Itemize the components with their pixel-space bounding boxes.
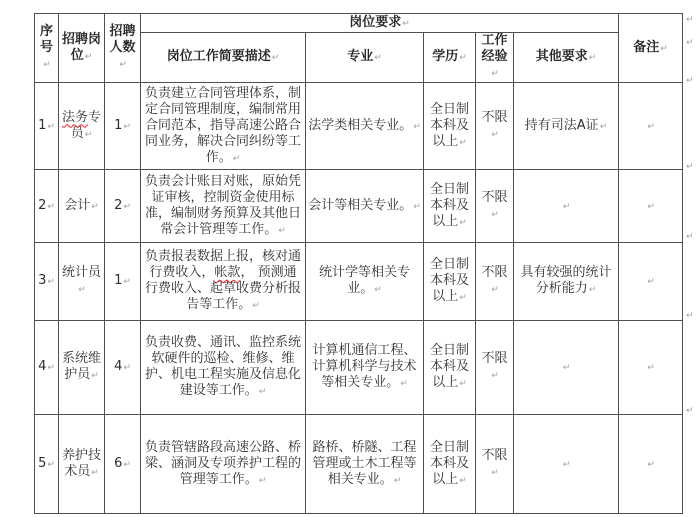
table-row-4 — [35, 321, 683, 415]
headcount-value: 6 — [114, 455, 123, 471]
header-cell-major — [306, 33, 424, 83]
position-value: 会计 — [64, 197, 91, 213]
paragraph-mark: ↵ — [491, 69, 499, 79]
paragraph-mark: ↵ — [47, 459, 55, 470]
header-row-1 — [35, 14, 683, 33]
cell-description — [141, 83, 306, 170]
header-cell-description — [141, 33, 306, 83]
cell-experience — [476, 415, 514, 514]
cell-education — [424, 321, 476, 415]
row-end-mark: ↵ — [686, 311, 694, 321]
paragraph-mark: ↵ — [459, 293, 467, 303]
cell-headcount — [105, 415, 141, 514]
table-row-3 — [35, 243, 683, 321]
experience-value: 不限 — [481, 189, 508, 205]
experience-value: 不限 — [481, 109, 508, 125]
row-end-mark: ↵ — [686, 232, 694, 242]
paragraph-mark: ↵ — [258, 475, 267, 486]
cell-position — [59, 83, 105, 170]
paragraph-mark: ↵ — [491, 285, 499, 295]
paragraph-mark: ↵ — [252, 301, 260, 311]
paragraph-mark: ↵ — [123, 363, 131, 373]
experience-value: 不限 — [481, 447, 508, 463]
paragraph-mark: ↵ — [43, 59, 51, 70]
header-requirements-label: 岗位要求 — [349, 14, 402, 30]
header-description-label: 岗位工作简要描述 — [166, 49, 271, 64]
major-value: 法学类相关专业。 — [308, 117, 413, 133]
header-education-label: 学历 — [432, 49, 459, 64]
paragraph-mark: ↵ — [491, 129, 499, 140]
recruitment-table — [34, 13, 683, 514]
row-end-mark: ↵ — [686, 15, 694, 25]
description-value: 负责建立合同管理体系，制定合同管理制度，编制常用合同范本，指导高速公路合同业务，解决合同纠纷等工作。 — [144, 85, 301, 165]
paragraph-mark: ↵ — [47, 201, 55, 212]
cell-other — [514, 243, 619, 321]
headcount-value: 1 — [114, 273, 123, 288]
cell-other — [514, 415, 619, 514]
headcount-value: 4 — [114, 359, 123, 374]
cell-major — [306, 415, 424, 514]
position-value: 系统维护员 — [61, 351, 101, 382]
description-value: 负责收费、通讯、监控系统软硬件的巡检、维修、维护、机电工程实施及信息化建设等工作。 — [144, 335, 301, 398]
description-value: 负责报表数据上报，核对通行费收入， — [144, 249, 301, 280]
cell-description — [141, 415, 306, 514]
paragraph-mark: ↵ — [459, 217, 467, 228]
header-cell-education — [424, 33, 476, 83]
cell-major — [306, 243, 424, 321]
header-headcount-label: 招聘人数 — [109, 23, 136, 55]
paragraph-mark: ↵ — [47, 277, 55, 287]
paragraph-mark: ↵ — [588, 285, 597, 295]
header-serial-label: 序号 — [39, 23, 53, 55]
cell-experience — [476, 83, 514, 170]
paragraph-mark: ↵ — [562, 363, 571, 373]
paragraph-mark: ↵ — [459, 475, 467, 486]
position-value: 统计员 — [61, 265, 101, 280]
paragraph-mark: ↵ — [402, 18, 410, 29]
cell-major — [306, 321, 424, 415]
experience-value: 不限 — [481, 351, 508, 366]
header-cell-experience — [476, 33, 514, 83]
cell-education — [424, 170, 476, 243]
header-cell-remarks — [619, 14, 683, 83]
position-value: 养护技术员 — [61, 447, 101, 479]
paragraph-mark: ↵ — [647, 121, 655, 132]
header-remarks-label: 备注 — [633, 39, 660, 55]
description-value: 负责会计账目对账，原始凭证审核，控制资金使用标准，编制财务预算及其他日常会计管理等工作。 — [144, 173, 301, 237]
cell-education — [424, 83, 476, 170]
cell-major — [306, 170, 424, 243]
education-value: 全日制本科及以上 — [429, 439, 469, 487]
table-row-5 — [35, 415, 683, 514]
paragraph-mark: ↵ — [491, 467, 499, 478]
paragraph-mark: ↵ — [123, 121, 131, 132]
paragraph-mark: ↵ — [91, 467, 99, 478]
header-cell-requirements-group — [141, 14, 619, 33]
paragraph-mark: ↵ — [562, 459, 571, 470]
paragraph-mark: ↵ — [123, 277, 131, 287]
cell-headcount — [105, 243, 141, 321]
paragraph-mark: ↵ — [374, 285, 382, 295]
paragraph-mark: ↵ — [393, 475, 402, 486]
paragraph-mark: ↵ — [599, 121, 608, 132]
header-position-label: 招聘岗位 — [61, 31, 101, 63]
paragraph-mark: ↵ — [119, 59, 127, 70]
serial-value: 4 — [38, 359, 47, 374]
other-value: 具有较强的统计分析能力 — [520, 265, 612, 296]
paragraph-mark: ↵ — [258, 387, 267, 397]
major-value: 计算机通信工程、计算机科学与技术等相关专业。 — [312, 343, 417, 390]
education-value: 全日制本科及以上 — [429, 181, 469, 229]
cell-remarks — [619, 83, 683, 170]
paragraph-mark: ↵ — [278, 225, 286, 236]
position-value: 专员 — [70, 109, 102, 141]
headcount-value: 2 — [114, 197, 123, 213]
major-value: 路桥、桥隧、工程管理或土木工程等相关专业。 — [312, 439, 417, 487]
cell-serial — [35, 83, 59, 170]
cell-description — [141, 170, 306, 243]
paragraph-mark: ↵ — [84, 129, 93, 140]
cell-remarks — [619, 170, 683, 243]
cell-education — [424, 243, 476, 321]
cell-remarks — [619, 415, 683, 514]
paragraph-mark: ↵ — [588, 53, 597, 63]
paragraph-mark: ↵ — [123, 201, 131, 212]
headcount-value: 1 — [114, 117, 123, 133]
cell-headcount — [105, 170, 141, 243]
serial-value: 2 — [38, 197, 47, 213]
paragraph-mark: ↵ — [232, 153, 241, 164]
paragraph-mark: ↵ — [647, 363, 655, 373]
paragraph-mark: ↵ — [459, 137, 467, 148]
major-value: 统计学等相关专业。 — [318, 265, 410, 296]
paragraph-mark: ↵ — [47, 363, 55, 373]
paragraph-mark: ↵ — [491, 371, 499, 381]
paragraph-mark: ↵ — [491, 209, 499, 220]
row-end-mark: ↵ — [686, 76, 694, 86]
experience-value: 不限 — [481, 265, 508, 280]
cell-position — [59, 415, 105, 514]
paragraph-mark: ↵ — [413, 121, 421, 132]
cell-serial — [35, 415, 59, 514]
paragraph-mark: ↵ — [400, 379, 408, 389]
paragraph-mark: ↵ — [660, 43, 668, 54]
cell-remarks — [619, 321, 683, 415]
row-end-mark: ↵ — [686, 162, 694, 172]
major-value: 会计等相关专业。 — [308, 197, 413, 213]
row-end-mark: ↵ — [686, 406, 694, 416]
description-value: 负责管辖路段高速公路、桥梁、涵洞及专项养护工程的管理等工作。 — [144, 439, 301, 487]
cell-headcount — [105, 83, 141, 170]
cell-major — [306, 83, 424, 170]
paragraph-mark: ↵ — [91, 201, 99, 212]
cell-education — [424, 415, 476, 514]
cell-description — [141, 243, 306, 321]
paragraph-mark: ↵ — [647, 201, 655, 212]
paragraph-mark: ↵ — [647, 459, 655, 470]
paragraph-mark: ↵ — [459, 53, 467, 63]
other-value: 持有司法A证 — [524, 117, 599, 133]
header-major-label: 专业 — [347, 49, 374, 64]
paragraph-mark: ↵ — [413, 201, 421, 212]
cell-experience — [476, 321, 514, 415]
paragraph-mark: ↵ — [647, 277, 655, 287]
header-cell-serial — [35, 14, 59, 83]
cell-description — [141, 321, 306, 415]
education-value: 全日制本科及以上 — [429, 257, 469, 304]
cell-position — [59, 170, 105, 243]
education-value: 全日制本科及以上 — [429, 101, 469, 149]
cell-other — [514, 83, 619, 170]
paragraph-mark: ↵ — [123, 459, 131, 470]
serial-value: 5 — [38, 455, 47, 471]
paragraph-mark: ↵ — [78, 285, 86, 295]
cell-other — [514, 170, 619, 243]
cell-remarks — [619, 243, 683, 321]
serial-value: 3 — [38, 273, 47, 288]
cell-experience — [476, 170, 514, 243]
paragraph-mark: ↵ — [91, 371, 99, 381]
paragraph-mark: ↵ — [562, 201, 571, 212]
cell-serial — [35, 170, 59, 243]
header-cell-position — [59, 14, 105, 83]
cell-position — [59, 321, 105, 415]
header-cell-other — [514, 33, 619, 83]
paragraph-mark: ↵ — [459, 379, 467, 389]
paragraph-mark: ↵ — [374, 53, 382, 63]
cell-position — [59, 243, 105, 321]
cell-experience — [476, 243, 514, 321]
header-other-label: 其他要求 — [535, 49, 588, 64]
paragraph-mark: ↵ — [47, 121, 55, 132]
cell-headcount — [105, 321, 141, 415]
description-value: ， 预测通行费收入、起草收费分析报告等工作。 — [144, 265, 301, 312]
table-row-2 — [35, 170, 683, 243]
paragraph-mark: ↵ — [271, 53, 280, 63]
serial-value: 1 — [38, 117, 47, 133]
cell-serial — [35, 321, 59, 415]
description-misspelled-word: 帐款 — [214, 265, 241, 280]
header-cell-headcount — [105, 14, 141, 83]
table-row-1 — [35, 83, 683, 170]
paragraph-mark: ↵ — [84, 51, 93, 62]
header-experience-label: 工作经验 — [481, 33, 508, 64]
position-value-misspelled: 法务 — [61, 109, 88, 125]
cell-other — [514, 321, 619, 415]
cell-serial — [35, 243, 59, 321]
education-value: 全日制本科及以上 — [429, 343, 469, 390]
row-end-mark: ↵ — [686, 38, 694, 48]
